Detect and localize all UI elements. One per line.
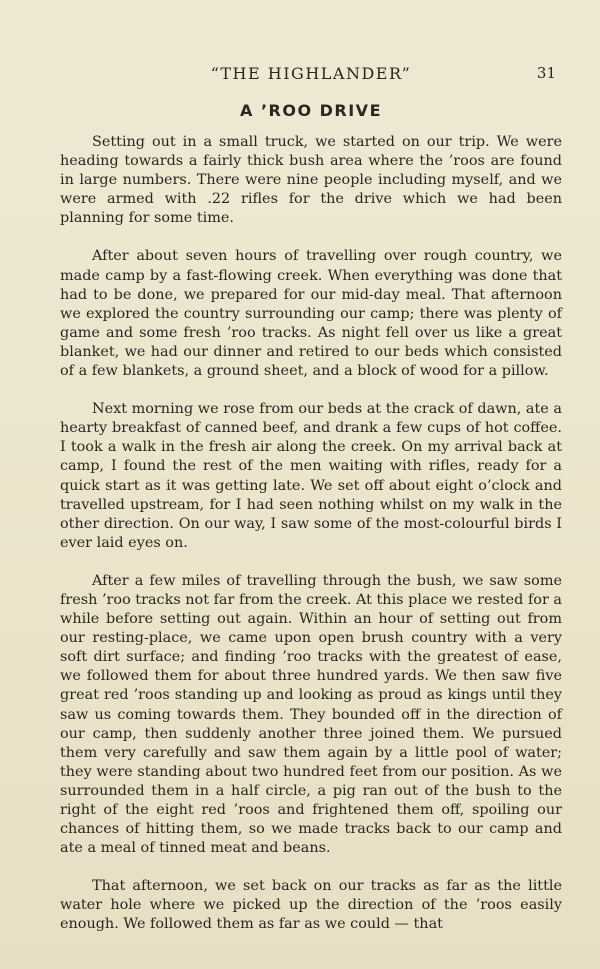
page-number: 31	[536, 64, 556, 82]
running-head	[60, 64, 562, 86]
running-title: “THE HIGHLANDER”	[210, 64, 412, 83]
paragraph: After about seven hours of travelling over rough country, we made camp by a fast-flowing creek. When everything was done that had to be done, we prepared for our mid-day meal. That afternoon we explored the country surrounding our camp; there was plenty of game and some fresh ’roo tracks. As night fell over us like a great blanket, we had our dinner and retired to our beds which consisted of a few blankets, a ground sheet, and a block of wood for a pillow.	[60, 248, 562, 380]
paragraph: After a few miles of travelling through the bush, we saw some fresh ’roo tracks not far from the creek. At this place we rested for a while before setting out again. Within an hour of setting out from our resting-place, we came upon open brush country with a very soft dirt surface; and finding ’roo tracks with the greatest of ease, we followed them for about three hundred yards. We then saw five great red ’roos standing up and looking as proud as kings until they saw us coming towards them. They bounded off in the direction of our camp, then suddenly another three joined them. We pursued them very carefully and saw them again by a little pool of water; they were standing about two hundred feet from our position. As we surrounded them in a half circle, a pig ran out of the bush to the right of the eight red ’roos and frightened them off, spoiling our chances of hitting them, so we made tracks back to our camp and ate a meal of tinned meat and beans.	[60, 572, 562, 857]
paragraph: That afternoon, we set back on our tracks as far as the little water hole where we picked up the direction of the ’roos easily enough. We followed them as far as we could — that	[60, 878, 562, 933]
article-body	[60, 133, 562, 954]
paragraph: Setting out in a small truck, we started on our trip. We were heading towards a fairly thick bush area where the ’roos are found in large numbers. There were nine people including myself, and we were armed with .22 rifles for the drive which we had been planning for some time.	[60, 134, 562, 227]
article-title: A ’ROO DRIVE	[240, 101, 382, 120]
paragraph: Next morning we rose from our beds at the crack of dawn, ate a hearty breakfast of canned beef, and drank a few cups of hot coffee. I took a walk in the fresh air along the creek. On my arrival back at camp, I found the rest of the men waiting with rifles, ready for a quick start as it was getting late. We set off about eight o’clock and travelled upstream, for I had seen nothing whilst on my walk in the other direction. On our way, I saw some of the most-colourful birds I ever laid eyes on.	[60, 401, 562, 551]
